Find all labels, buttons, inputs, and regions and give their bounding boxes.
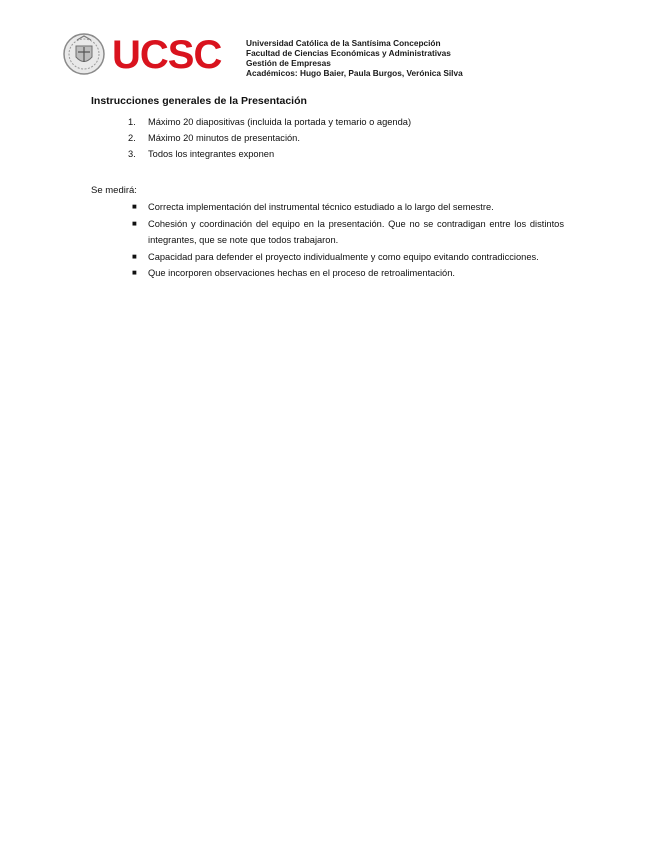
university-name: Universidad Católica de la Santísima Concepción: [246, 38, 441, 48]
list-item: [128, 146, 411, 162]
item-number: 2.: [128, 133, 136, 143]
program-name: Gestión de Empresas: [246, 58, 331, 68]
bullet-icon: ■: [132, 268, 137, 277]
criterion-text: Correcta implementación del instrumental técnico estudiado a lo largo del semestre.: [148, 202, 494, 212]
instructions-list: [128, 114, 411, 162]
item-text: Máximo 20 minutos de presentación.: [148, 133, 300, 143]
list-item: [132, 199, 564, 216]
university-seal-icon: [62, 30, 106, 78]
list-item: [132, 265, 564, 282]
bullet-icon: ■: [132, 202, 137, 211]
criterion-text: Que incorporen observaciones hechas en el proceso de retroalimentación.: [148, 268, 455, 278]
bullet-icon: ■: [132, 251, 137, 261]
item-number: 1.: [128, 117, 136, 127]
ucsc-logo: UCSC: [112, 33, 222, 77]
evaluation-criteria-list: [132, 199, 564, 282]
instructions-title: Instrucciones generales de la Presentación: [91, 95, 307, 107]
criterion-text: Capacidad para defender el proyecto individualmente y como equipo evitando contradicciones.: [148, 251, 539, 262]
academics-line: Académicos: Hugo Baier, Paula Burgos, Verónica Silva: [246, 68, 463, 78]
evaluation-label: Se medirá:: [91, 185, 137, 196]
institution-info: [246, 38, 463, 78]
list-item: [128, 114, 411, 130]
document-header: [62, 30, 622, 80]
list-item: [128, 130, 411, 146]
item-text: Todos los integrantes exponen: [148, 149, 275, 159]
list-item: [132, 216, 564, 249]
item-number: 3.: [128, 149, 136, 159]
bullet-icon: ■: [132, 218, 137, 228]
faculty-name: Facultad de Ciencias Económicas y Administrativas: [246, 48, 451, 58]
list-item: [132, 249, 564, 266]
item-text: Máximo 20 diapositivas (incluida la portada y temario o agenda): [148, 117, 412, 127]
criterion-text: Cohesión y coordinación del equipo en la presentación. Que no se contradigan entre los distintos integrantes, que se note que todos trabajaron.: [148, 218, 564, 245]
